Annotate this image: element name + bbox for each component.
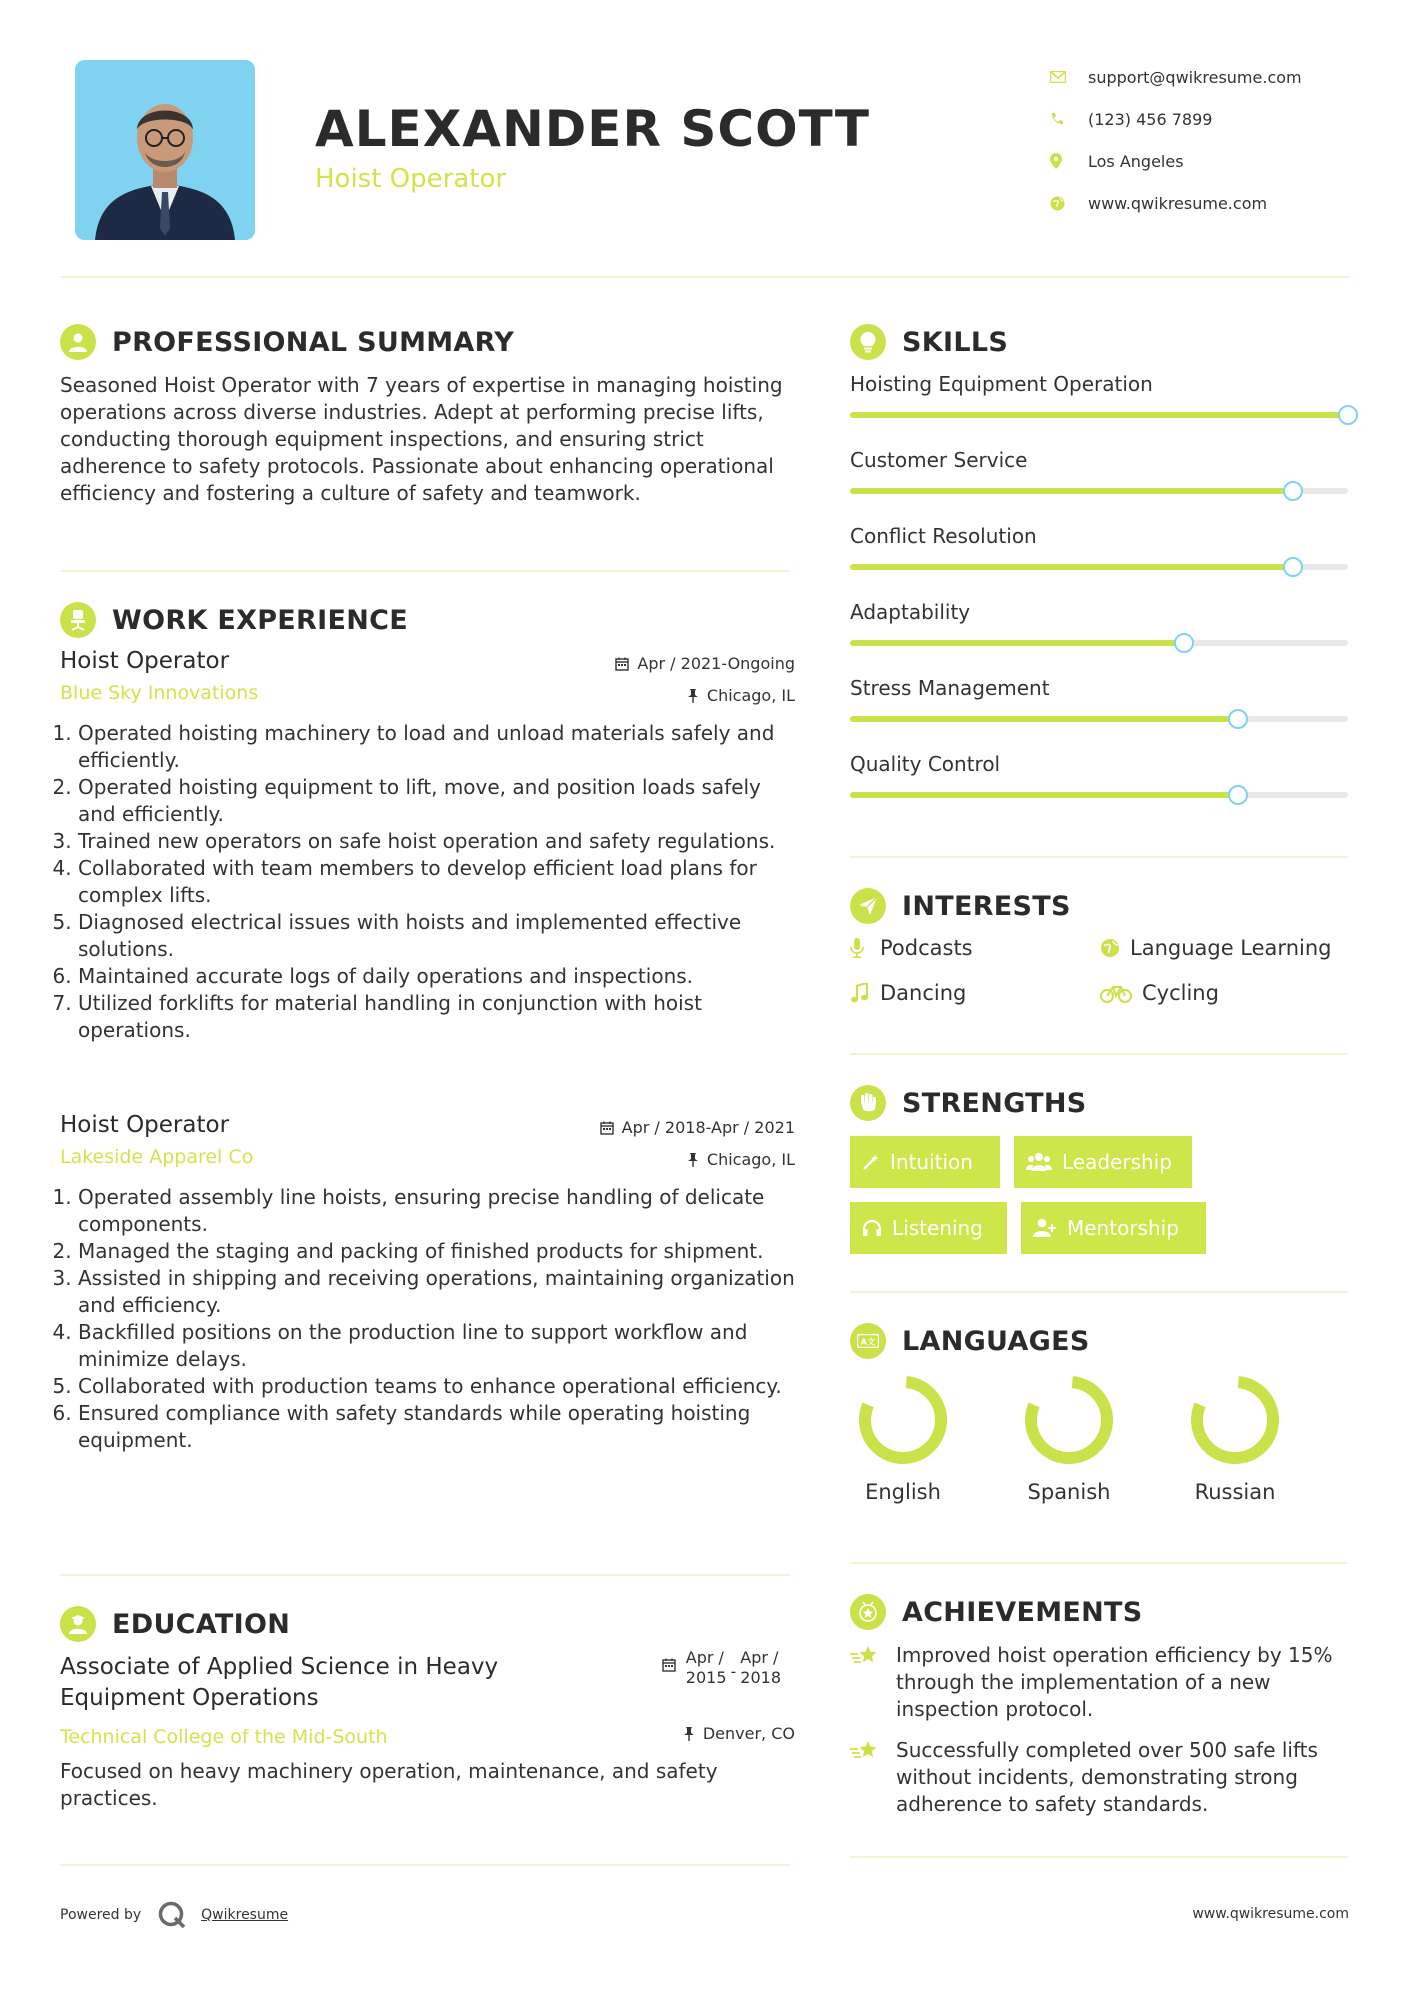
achievements-divider [850, 1856, 1348, 1858]
interest-item [850, 981, 966, 1005]
contact-location [1050, 140, 1390, 182]
achievements-heading-text: ACHIEVEMENTS [902, 1596, 1143, 1628]
shooting-star-icon [850, 1642, 896, 1723]
pushpin-icon [683, 1727, 695, 1741]
achievement-item [850, 1737, 1350, 1818]
work-heading [60, 602, 408, 638]
contact-phone-text: (123) 456 7899 [1088, 109, 1213, 129]
skills-heading [850, 324, 1008, 360]
education-heading-text: EDUCATION [112, 1608, 291, 1640]
location-pin-icon [1050, 153, 1088, 169]
job-date-text: Apr / 2018-Apr / 2021 [621, 1118, 795, 1137]
strength-tag [1021, 1202, 1206, 1254]
job-location [687, 686, 795, 705]
degree-title: Associate of Applied Science in Heavy Equipment Operations [60, 1654, 499, 1711]
job-company: Lakeside Apparel Co [60, 1146, 254, 1168]
skill-track [850, 792, 1348, 798]
job-entry-2 [60, 1112, 795, 1454]
graduate-icon [60, 1606, 96, 1642]
pushpin-icon [687, 1153, 699, 1167]
footer-branding [60, 1900, 288, 1930]
skill-slider-knob[interactable] [1228, 785, 1248, 805]
skill-item [850, 676, 1350, 700]
skill-name: Adaptability [850, 600, 971, 624]
skill-track [850, 716, 1348, 722]
job-date-text: Apr / 2021-Ongoing [637, 654, 795, 673]
job-date [600, 1118, 795, 1137]
user-plus-icon [1033, 1218, 1057, 1238]
education-entry [60, 1648, 795, 1812]
work-divider [60, 1574, 790, 1576]
raised-fist-icon [850, 1085, 886, 1121]
skill-track [850, 640, 1348, 646]
skill-slider-knob[interactable] [1174, 633, 1194, 653]
achievements-heading [850, 1594, 1143, 1630]
interest-item [850, 936, 973, 960]
skill-item [850, 448, 1350, 472]
candidate-role: Hoist Operator [315, 164, 507, 194]
strengths-heading [850, 1085, 1087, 1121]
globe-icon [1100, 938, 1130, 958]
contact-website[interactable] [1050, 182, 1390, 224]
interests-heading-text: INTERESTS [902, 890, 1071, 922]
strength-tag [1014, 1136, 1192, 1188]
job-entry-1 [60, 648, 795, 1044]
job-duties-list [60, 1184, 795, 1454]
interest-label: Cycling [1142, 981, 1219, 1005]
skill-item [850, 372, 1350, 396]
interest-label: Language Learning [1130, 936, 1332, 960]
header-divider [60, 276, 1350, 278]
skill-fill [850, 792, 1238, 798]
job-duty: 2. Managed the staging and packing of finished products for shipment. [78, 1238, 795, 1265]
skill-fill [850, 412, 1348, 418]
languages-divider [850, 1562, 1348, 1564]
education-description: Focused on heavy machinery operation, maintenance, and safety practices. [60, 1759, 718, 1810]
summary-heading-text: PROFESSIONAL SUMMARY [112, 326, 515, 358]
strengths-heading-text: STRENGTHS [902, 1087, 1087, 1119]
skill-slider-knob[interactable] [1338, 405, 1358, 425]
person-portrait-image [75, 60, 255, 240]
contact-email[interactable] [1050, 56, 1390, 98]
skill-fill [850, 488, 1293, 494]
lightbulb-icon [850, 324, 886, 360]
education-end-year: 2018 [740, 1668, 781, 1687]
education-heading [60, 1606, 290, 1642]
achievement-text: Successfully completed over 500 safe lifts without incidents, demonstrating strong adherence to safety standards. [896, 1738, 1318, 1816]
envelope-icon [1050, 71, 1088, 83]
language-ring-arc [1194, 1379, 1276, 1461]
job-duty: 4. Backfilled positions on the production line to support workflow and minimize delays. [78, 1319, 795, 1373]
education-end [740, 1648, 781, 1688]
job-location-text: Chicago, IL [706, 1150, 795, 1169]
education-end-month: Apr / [740, 1648, 779, 1667]
achievement-item [850, 1642, 1350, 1723]
interest-item [1100, 936, 1331, 960]
music-note-icon [850, 983, 880, 1003]
contact-website-text: www.qwikresume.com [1088, 193, 1268, 213]
language-name: Spanish [1027, 1480, 1111, 1504]
skill-fill [850, 564, 1293, 570]
education-dates [662, 1648, 781, 1688]
job-company: Blue Sky Innovations [60, 682, 259, 704]
summary-divider [60, 570, 790, 572]
job-duty: 5. Collaborated with production teams to enhance operational efficiency. [78, 1373, 795, 1400]
skill-fill [850, 640, 1184, 646]
medal-icon [850, 1594, 886, 1630]
school-name: Technical College of the Mid-South [60, 1726, 388, 1748]
contact-email-text: support@qwikresume.com [1088, 67, 1302, 87]
date-separator: - [730, 1662, 737, 1681]
language-ring [855, 1372, 951, 1468]
job-duties-list [60, 720, 795, 1044]
candidate-name: ALEXANDER SCOTT [315, 100, 870, 158]
interest-label: Dancing [880, 981, 967, 1005]
work-heading-text: WORK EXPERIENCE [112, 604, 408, 636]
chair-icon [60, 602, 96, 638]
paper-plane-icon [850, 888, 886, 924]
job-location [687, 1150, 795, 1169]
skill-track [850, 412, 1348, 418]
contact-phone[interactable] [1050, 98, 1390, 140]
shooting-star-icon [850, 1737, 896, 1818]
skill-track [850, 488, 1348, 494]
education-start-month: Apr / [685, 1648, 724, 1667]
strength-label: Intuition [890, 1150, 973, 1174]
phone-icon [1050, 112, 1088, 126]
skill-slider-knob[interactable] [1283, 481, 1303, 501]
job-duty: 6. Ensured compliance with safety standards while operating hoisting equipment. [78, 1400, 795, 1454]
job-duty: 3. Assisted in shipping and receiving operations, maintaining organization and efficiency. [78, 1265, 795, 1319]
languages-heading [850, 1323, 1090, 1359]
job-title: Hoist Operator [60, 648, 230, 674]
language-name: Russian [1194, 1480, 1276, 1504]
job-title: Hoist Operator [60, 1112, 230, 1138]
powered-by-text: Powered by [60, 1907, 142, 1923]
achievement-text: Improved hoist operation efficiency by 15% through the implementation of a new inspection protocol. [896, 1643, 1333, 1721]
calendar-icon [600, 1121, 614, 1135]
language-item [838, 1372, 968, 1504]
footer-website[interactable]: www.qwikresume.com [1192, 1906, 1349, 1922]
bicycle-icon [1100, 983, 1142, 1003]
magic-wand-icon [862, 1153, 880, 1171]
strength-tag [850, 1136, 1000, 1188]
skill-name: Conflict Resolution [850, 524, 1037, 548]
strength-label: Listening [892, 1216, 983, 1240]
language-ring [1021, 1372, 1117, 1468]
interests-divider [850, 1053, 1348, 1055]
skill-track [850, 564, 1348, 570]
skill-name: Quality Control [850, 752, 1001, 776]
skill-item [850, 752, 1350, 776]
job-duty: 2. Operated hoisting equipment to lift, move, and position loads safely and efficiently. [78, 774, 795, 828]
strengths-divider [850, 1291, 1348, 1293]
education-start [686, 1648, 727, 1688]
job-date [615, 654, 795, 673]
skill-name: Customer Service [850, 448, 1028, 472]
language-item [1004, 1372, 1134, 1504]
profile-photo [75, 60, 255, 240]
interests-heading [850, 888, 1071, 924]
calendar-icon [615, 657, 629, 671]
skill-fill [850, 716, 1238, 722]
skill-item [850, 524, 1350, 548]
language-ring [1187, 1372, 1283, 1468]
job-duty: 3. Trained new operators on safe hoist operation and safety regulations. [78, 828, 795, 855]
user-icon [60, 324, 96, 360]
job-duty: 1. Operated assembly line hoists, ensuring precise handling of delicate components. [78, 1184, 795, 1238]
job-duty: 6. Maintained accurate logs of daily operations and inspections. [78, 963, 795, 990]
job-duty: 1. Operated hoisting machinery to load and unload materials safely and efficiently. [78, 720, 795, 774]
calendar-icon [662, 1658, 676, 1672]
contact-list [1050, 56, 1390, 224]
strength-label: Leadership [1062, 1150, 1172, 1174]
language-ring-arc [862, 1379, 944, 1461]
education-divider [60, 1864, 790, 1866]
svg-text:A文: A文 [860, 1337, 876, 1347]
job-location-text: Chicago, IL [706, 686, 795, 705]
language-name: English [865, 1480, 941, 1504]
globe-icon [1050, 196, 1088, 211]
education-start-year: 2015 [685, 1668, 727, 1687]
interest-item [1100, 981, 1219, 1005]
skills-heading-text: SKILLS [902, 326, 1009, 358]
job-duty: 5. Diagnosed electrical issues with hoists and implemented effective solutions. [78, 909, 795, 963]
qwikresume-logo-icon [157, 1900, 187, 1930]
microphone-icon [850, 938, 880, 958]
language-ring-arc [1028, 1379, 1110, 1461]
skill-name: Hoisting Equipment Operation [850, 372, 1153, 396]
job-duty: 7. Utilized forklifts for material handling in conjunction with hoist operations. [78, 990, 795, 1044]
skills-divider [850, 856, 1348, 858]
language-icon [850, 1323, 886, 1359]
interest-label: Podcasts [880, 936, 973, 960]
skill-slider-knob[interactable] [1228, 709, 1248, 729]
languages-heading-text: LANGUAGES [902, 1325, 1090, 1357]
contact-location-text: Los Angeles [1088, 151, 1184, 171]
summary-heading [60, 324, 514, 360]
skill-item [850, 600, 1350, 624]
headphones-icon [862, 1219, 882, 1237]
education-location-text: Denver, CO [702, 1724, 795, 1743]
skill-slider-knob[interactable] [1283, 557, 1303, 577]
strength-label: Mentorship [1067, 1216, 1179, 1240]
qwikresume-link[interactable]: Qwikresume [201, 1907, 289, 1923]
strength-tag [850, 1202, 1007, 1254]
skill-name: Stress Management [850, 676, 1050, 700]
group-icon [1026, 1152, 1052, 1172]
job-duty: 4. Collaborated with team members to develop efficient load plans for complex lifts. [78, 855, 795, 909]
pushpin-icon [687, 689, 699, 703]
language-item [1170, 1372, 1300, 1504]
education-location [683, 1724, 795, 1743]
summary-text: Seasoned Hoist Operator with 7 years of expertise in managing hoisting operations across diverse industries. Adept at performing precise lifts, conducting thorough equipment inspections, and ensuring strict adherence to safety protocols. Passionate about enhancing operational efficiency and fostering a culture of safety and teamwork. [60, 373, 783, 505]
